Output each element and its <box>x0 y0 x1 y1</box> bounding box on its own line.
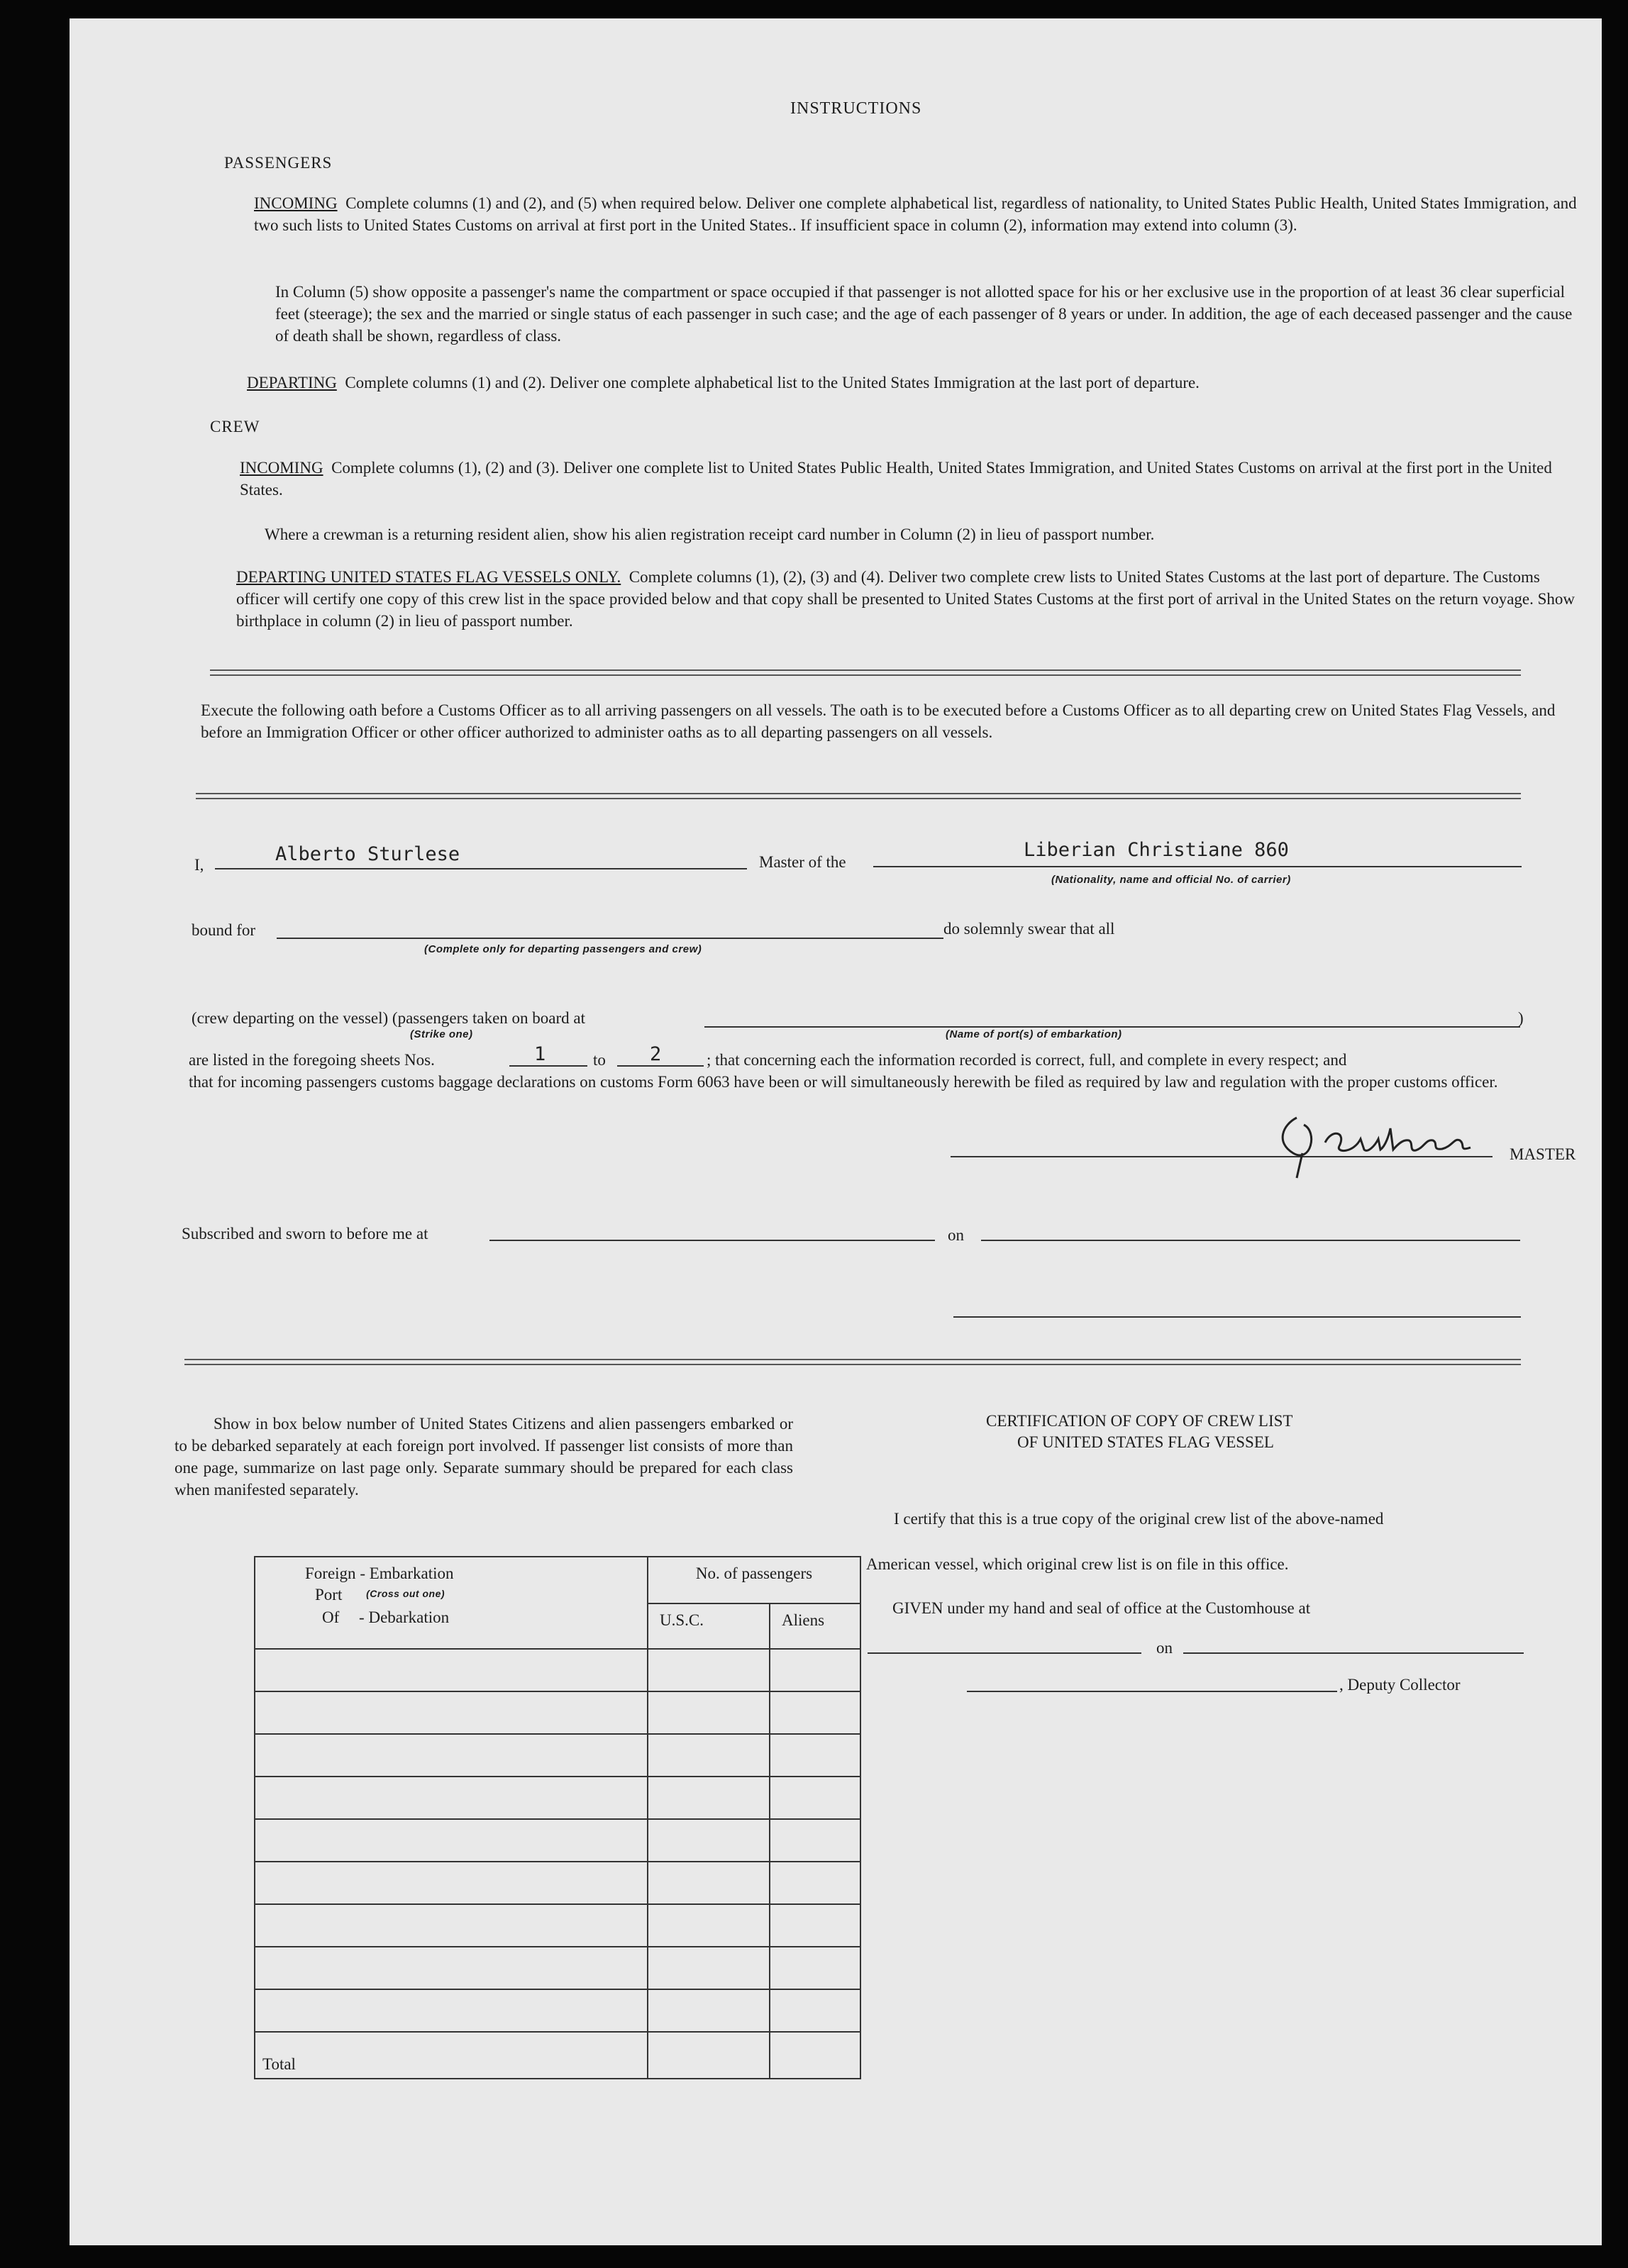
table-row <box>255 1649 860 1691</box>
passengers-departing-text: Complete columns (1) and (2). Deliver one complete alphabetical list to the United States Immigration at the last port of departure. <box>345 374 1200 391</box>
bound-for-line <box>277 938 943 939</box>
crew-incoming-text: Complete columns (1), (2) and (3). Deliver one complete list to United States Public Health, United States Immigration, and United States Customs on arrival at the first port in the United States. <box>240 459 1552 499</box>
oath-instruction: Execute the following oath before a Customs Officer as to all arriving passengers on all vessels. The oath is to be executed before a Customs Officer as to all departing crew on United States Flag Vessels, and before an Immigration Officer or other officer authorized to administer oaths as to all departing passengers on all vessels. <box>201 701 1556 741</box>
section-divider <box>184 1359 1521 1365</box>
carrier-line <box>873 866 1522 867</box>
col-dash1: - <box>360 1564 365 1582</box>
subscribed-label: Subscribed and sworn to before me at <box>182 1225 428 1243</box>
table-row-total <box>255 2032 860 2079</box>
usc-header: U.S.C. <box>648 1603 770 1649</box>
officer-signature-line <box>953 1316 1521 1318</box>
table-row <box>255 1734 860 1777</box>
sheet-to-line <box>617 1065 704 1067</box>
crew-departing-label: DEPARTING UNITED STATES FLAG VESSELS ONLY. <box>236 568 621 586</box>
aliens-header: Aliens <box>770 1603 860 1649</box>
passengers-incoming-paragraph <box>254 192 1588 236</box>
passengers-departing-label: DEPARTING <box>247 374 337 391</box>
subscribed-place-line <box>489 1240 935 1241</box>
certification-line3: GIVEN under my hand and seal of office at the Customhouse at <box>892 1599 1311 1617</box>
passengers-incoming-text: Complete columns (1) and (2), and (5) when required below. Deliver one complete alphabetical list, regardless of nationality, to United States Public Health, United States Immigration, and two such lists to United States Customs on arrival at first port in the United States.. If insufficient space in column (2), information may extend into column (3). <box>254 194 1577 234</box>
port-line <box>704 1026 1520 1028</box>
passenger-summary-table <box>254 1556 861 2079</box>
certification-date-line <box>1183 1652 1524 1654</box>
summary-instruction: Show in box below number of United States Citizens and alien passengers embarked or to be debarked separately at each foreign port involved. If passenger list consists of more than one page, summarize on last page only. Separate summary should be prepared for each class when manifested separately. <box>175 1415 793 1499</box>
col-debarkation: Debarkation <box>368 1608 450 1626</box>
carrier-value: Liberian Christiane 860 <box>1024 839 1289 861</box>
certification-line1: I certify that this is a true copy of the original crew list of the above-named <box>894 1510 1384 1528</box>
master-label: MASTER <box>1510 1145 1576 1163</box>
col-foreign: Foreign <box>305 1564 356 1582</box>
col-of: Of <box>322 1608 340 1626</box>
table-row <box>255 1819 860 1862</box>
passengers-departing-paragraph <box>247 372 1580 394</box>
master-signature-image <box>1268 1104 1495 1182</box>
swear-text: do solemnly swear that all <box>943 920 1115 938</box>
certification-title-line1: CERTIFICATION OF COPY OF CREW LIST <box>986 1412 1293 1430</box>
deputy-collector-label: , Deputy Collector <box>1339 1676 1461 1694</box>
table-row <box>255 1691 860 1734</box>
crew-departing-text: Complete columns (1), (2), (3) and (4). Deliver two complete crew lists to United States Customs at the last port of departure. The Customs officer will certify one copy of this crew list in the space provided below and that copy shall be presented to United States Customs at the first port of arrival in the United States on the return voyage. Show birthplace in column (2) in lieu of passport number. <box>236 568 1576 630</box>
customhouse-line <box>868 1652 1141 1654</box>
strike-caption: (Strike one) <box>410 1028 473 1040</box>
bound-for-label: bound for <box>192 921 256 939</box>
port-caption: (Name of port(s) of embarkation) <box>946 1028 1122 1040</box>
sheet-from-value: 1 <box>534 1043 546 1065</box>
total-label: Total <box>255 2032 648 2079</box>
master-name-value: Alberto Sturlese <box>275 843 460 865</box>
section-divider <box>196 793 1521 799</box>
table-row <box>255 1947 860 1989</box>
crew-departing-text: (crew departing on the vessel) (passengers taken on board at <box>192 1009 585 1027</box>
baggage-text: that for incoming passengers customs baggage declarations on customs Form 6063 have been or will simultaneously herewith be filed as required by law and regulation with the proper customs officer. <box>189 1073 1498 1091</box>
carrier-caption: (Nationality, name and official No. of carrier) <box>1051 874 1291 886</box>
col-port: Port <box>315 1586 343 1603</box>
listed-suffix: ; that concerning each the information recorded is correct, full, and complete in every respect; and <box>707 1051 1347 1069</box>
passengers-column5-paragraph: In Column (5) show opposite a passenger's name the compartment or space occupied if that passenger is not allotted space for his or her exclusive use in the proportion of at least 36 clear superficial feet (steerage); the sex and the married or single status of each passenger in such case; and the age of each passenger of 8 years or under. In addition, the age of each deceased passenger and the cause of death shall be shown, regardless of class. <box>275 283 1573 345</box>
close-paren: ) <box>1518 1009 1524 1027</box>
oath-i-label: I, <box>194 856 204 874</box>
page-title: INSTRUCTIONS <box>790 99 922 118</box>
crew-incoming-paragraph <box>240 457 1573 501</box>
sheet-to-value: 2 <box>650 1043 662 1065</box>
crew-departing-paragraph <box>236 566 1584 632</box>
section-divider <box>210 669 1521 676</box>
passengers-incoming-label: INCOMING <box>254 194 338 212</box>
col-dash2: - <box>359 1608 365 1626</box>
certification-title-line2: OF UNITED STATES FLAG VESSEL <box>1017 1433 1274 1451</box>
to-label: to <box>593 1051 606 1069</box>
bound-for-caption: (Complete only for departing passengers and crew) <box>424 943 702 955</box>
master-name-line <box>215 868 747 869</box>
table-row <box>255 1989 860 2032</box>
col-cross: (Cross out one) <box>366 1588 445 1599</box>
deputy-signature-line <box>967 1691 1337 1692</box>
table-row <box>255 1777 860 1819</box>
table-row <box>255 1862 860 1904</box>
passengers-heading: PASSENGERS <box>224 154 333 172</box>
crew-incoming-label: INCOMING <box>240 459 323 477</box>
sheet-from-line <box>509 1065 587 1067</box>
listed-prefix: are listed in the foregoing sheets Nos. <box>189 1051 435 1069</box>
crew-resident-paragraph: Where a crewman is a returning resident alien, show his alien registration receipt card number in Column (2) in lieu of passport number. <box>265 526 1155 543</box>
passengers-header: No. of passengers <box>648 1557 860 1603</box>
master-of-label: Master of the <box>759 853 846 871</box>
subscribed-date-line <box>981 1240 1520 1241</box>
foreign-port-header <box>255 1557 648 1649</box>
document-sheet <box>70 18 1602 2245</box>
col-embarkation: Embarkation <box>369 1564 454 1582</box>
certification-line2: American vessel, which original crew list is on file in this office. <box>866 1555 1289 1573</box>
subscribed-on-label: on <box>948 1226 964 1244</box>
certification-on-label: on <box>1156 1639 1173 1657</box>
table-row <box>255 1904 860 1947</box>
crew-heading: CREW <box>210 418 260 435</box>
